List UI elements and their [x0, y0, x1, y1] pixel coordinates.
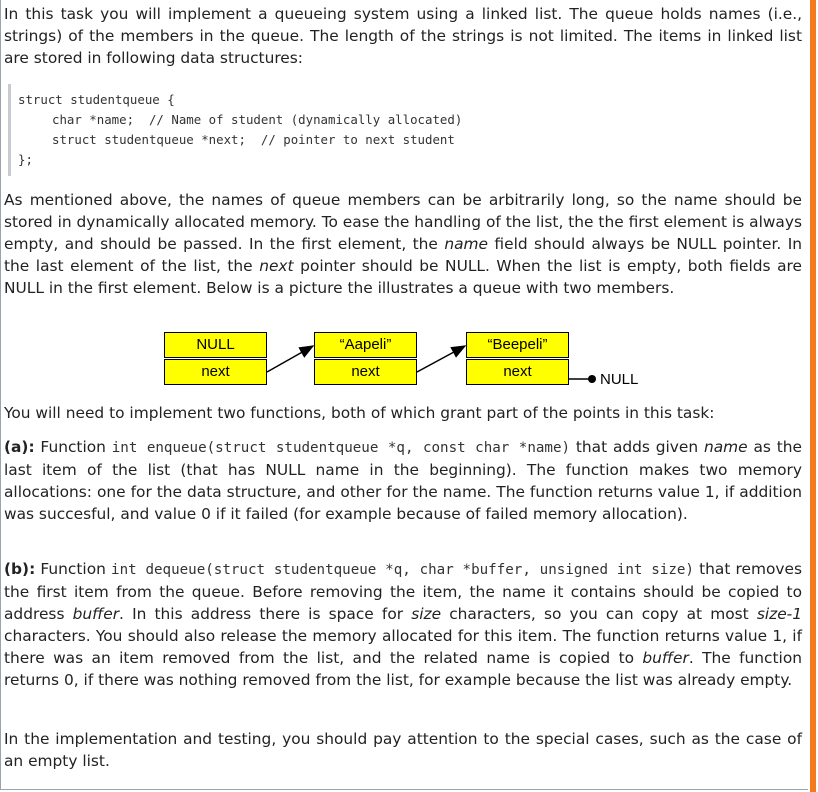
task-b-text-1: Function	[35, 560, 112, 578]
dequeue-signature: int dequeue(struct studentqueue *q, char *buffer, unsigned int size)	[111, 562, 694, 578]
task-a-text-3: as the last item of the list (that has NULL name in the beginning). The function makes two memory allocations: one for the data structure, and other for the name. The function returns value 1, if addition was succesful, and value 0 if it failed (for example because of failed memory allocation).	[4, 438, 802, 523]
task-b-em-size: size	[411, 605, 442, 623]
arrow-node2-to-node3	[417, 346, 465, 372]
node-2-name: “Aapeli”	[314, 332, 417, 358]
null-terminal-dot	[588, 375, 596, 383]
task-b-paragraph	[4, 558, 802, 691]
task-b-label: (b):	[4, 560, 36, 578]
task-a-text-1: Function	[34, 438, 112, 456]
code-line-2: char *name; // Name of student (dynamically allocated)	[52, 112, 463, 127]
task-b-text-4: characters, so you can copy at most	[441, 605, 757, 623]
enqueue-signature: int enqueue(struct studentqueue *q, const char *name)	[111, 440, 571, 456]
task-b-em-buffer: buffer	[72, 605, 120, 623]
task-b-text-5: characters. You should also release the memory allocated for this item. The function returns value 1, if there was an item removed from the list, and the related name is copied to	[4, 627, 802, 667]
task-a-em-name: name	[703, 438, 748, 456]
task-b-em-buffer-2: buffer	[642, 649, 689, 667]
desc-em-next: next	[259, 257, 294, 275]
desc-text-3: pointer should be NULL. When the list is empty, both fields are NULL in the first element. Below is a picture the illustrates a queue with two members.	[4, 257, 803, 297]
node-1-name: NULL	[164, 332, 267, 358]
node-3-name: “Beepeli”	[466, 332, 569, 358]
functions-intro: You will need to implement two functions, both of which grant part of the points in this task:	[4, 404, 715, 422]
code-line-3: struct studentqueue *next; // pointer to next student	[52, 132, 455, 147]
task-b-text-2: that removes the first item from the queue. Before removing the item, the name it contains should be copied to address	[4, 560, 802, 623]
arrow-node1-to-node2	[267, 346, 313, 372]
task-b-em-size-1: size-1	[756, 605, 803, 623]
task-a-paragraph	[4, 436, 802, 525]
task-a-text-2: that adds given	[570, 438, 704, 456]
node-3-next: next	[466, 359, 569, 385]
intro-paragraph: In this task you will implement a queueing system using a linked list. The queue holds names (i.e., strings) of the members in the queue. The length of the strings is not limited. The items in linked list are stored in following data structures:	[4, 5, 802, 67]
desc-em-name: name	[444, 235, 488, 253]
code-line-4: };	[18, 152, 33, 167]
desc-text-2: field should always be NULL pointer. In the last element of the list, the	[4, 235, 803, 275]
code-line-1: struct studentqueue {	[18, 92, 175, 107]
closing-paragraph: In the implementation and testing, you should pay attention to the special cases, such as the case of an empty list.	[4, 730, 802, 770]
task-a-label: (a):	[4, 438, 35, 456]
node-2-next: next	[314, 359, 417, 385]
task-b-text-3: . In this address there is space for	[119, 605, 412, 623]
null-terminal-label: NULL	[600, 371, 639, 388]
task-b-text-6: . The function returns 0, if there was nothing removed from the list, for example because the list was already empty.	[4, 649, 802, 689]
node-1-next: next	[164, 359, 267, 385]
desc-text-1: As mentioned above, the names of queue members can be arbitrarily long, so the name should be stored in dynamically allocated memory. To ease the handling of the list, the the first element is always empty, and should be passed. In the first element, the	[4, 191, 802, 253]
